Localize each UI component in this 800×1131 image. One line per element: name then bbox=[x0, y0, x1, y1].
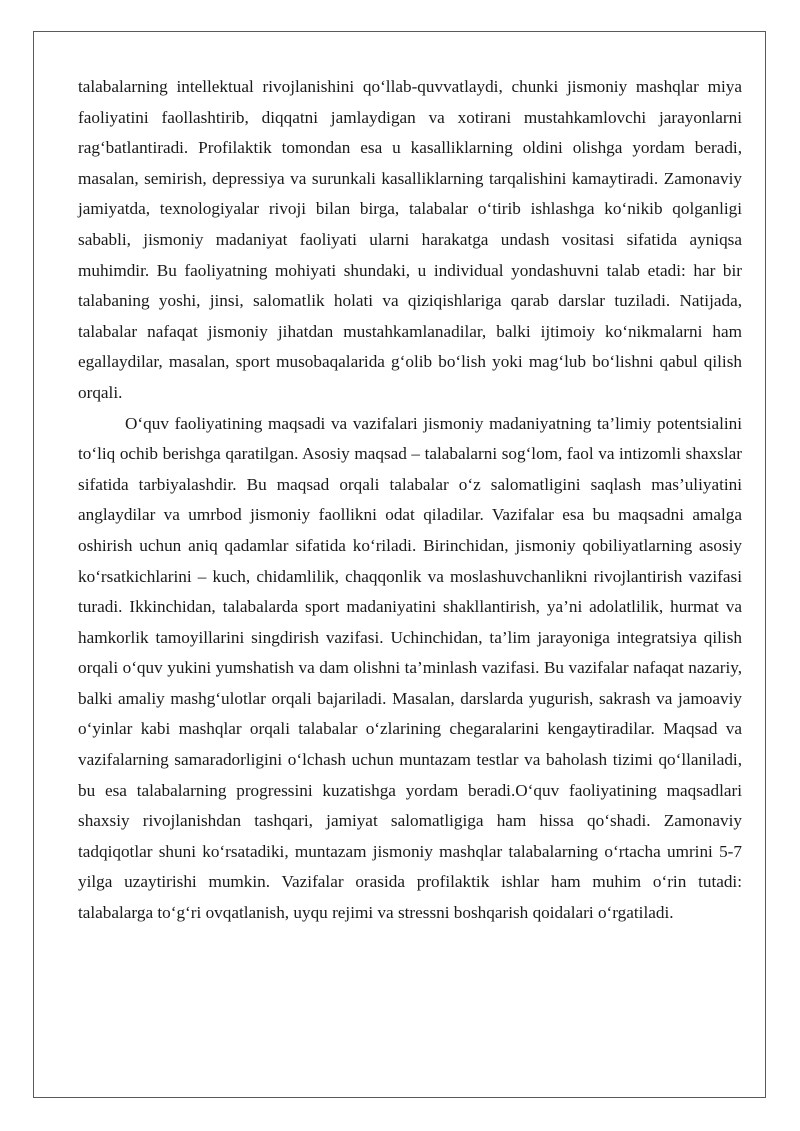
paragraph-continuation: talabalarning intellektual rivojlanishini qo‘llab-quvvatlaydi, chunki jismoniy mashqlar miya faoliyatini faollashtirib, diqqatni jamlaydigan va xotirani mustahkamlovchi jarayonlarni rag‘batlantiradi. Profilaktik tomondan esa u kasalliklarning oldini olishga yordam beradi, masalan, semirish, depressiya va surunkali kasalliklarning tarqalishini kamaytiradi. Zamonaviy jamiyatda, texnologiyalar rivoji bilan birga, talabalar o‘tirib ishlashga ko‘nikib qolganligi sababli, jismoniy madaniyat faoliyati ularni harakatga undash vositasi sifatida ayniqsa muhimdir. Bu faoliyatning mohiyati shundaki, u individual yondashuvni talab etadi: har bir talabaning yoshi, jinsi, salomatlik holati va qiziqishlariga qarab darslar tuziladi. Natijada, talabalar nafaqat jismoniy jihatdan mustahkamlanadilar, balki ijtimoiy ko‘nikmalarni ham egallaydilar, masalan, sport musobaqalarida g‘olib bo‘lish yoki mag‘lub bo‘lishni qabul qilish orqali. bbox=[78, 77, 742, 402]
document-body bbox=[78, 72, 742, 929]
paragraph-goals-and-tasks: O‘quv faoliyatining maqsadi va vazifalari jismoniy madaniyatning ta’limiy potentsialini to‘liq ochib berishga qaratilgan. Asosiy maqsad – talabalarni sog‘lom, faol va intizomli shaxslar sifatida tarbiyalashdir. Bu maqsad orqali talabalar o‘z salomatligini saqlash mas’uliyatini anglaydilar va umrbod jismoniy faollikni odat qiladilar. Vazifalar esa bu maqsadni amalga oshirish uchun aniq qadamlar sifatida ko‘riladi. Birinchidan, jismoniy qobiliyatlarning asosiy ko‘rsatkichlarini – kuch, chidamlilik, chaqqonlik va moslashuvchanlikni rivojlantirish vazifasi turadi. Ikkinchidan, talabalarda sport madaniyatini shakllantirish, ya’ni adolatlilik, hurmat va hamkorlik tamoyillarini singdirish vazifasi. Uchinchidan, ta’lim jarayoniga integratsiya qilish orqali o‘quv yukini yumshatish va dam olishni ta’minlash vazifasi. Bu vazifalar nafaqat nazariy, balki amaliy mashg‘ulotlar orqali bajariladi. Masalan, darslarda yugurish, sakrash va jamoaviy o‘yinlar kabi mashqlar orqali talabalar o‘zlarining chegaralarini kengaytiradilar. Maqsad va vazifalarning samaradorligini o‘lchash uchun muntazam testlar va baholash tizimi qo‘llaniladi, bu esa talabalarning progressini kuzatishga yordam beradi.O‘quv faoliyatining maqsadlari shaxsiy rivojlanishdan tashqari, jamiyat salomatligiga ham hissa qo‘shadi. Zamonaviy tadqiqotlar shuni ko‘rsatadiki, muntazam jismoniy mashqlar talabalarning o‘rtacha umrini 5-7 yilga uzaytirishi mumkin. Vazifalar orasida profilaktik ishlar ham muhim o‘rin tutadi: talabalarga to‘g‘ri ovqatlanish, uyqu rejimi va stressni boshqarish qoidalari o‘rgatiladi. bbox=[78, 413, 742, 923]
